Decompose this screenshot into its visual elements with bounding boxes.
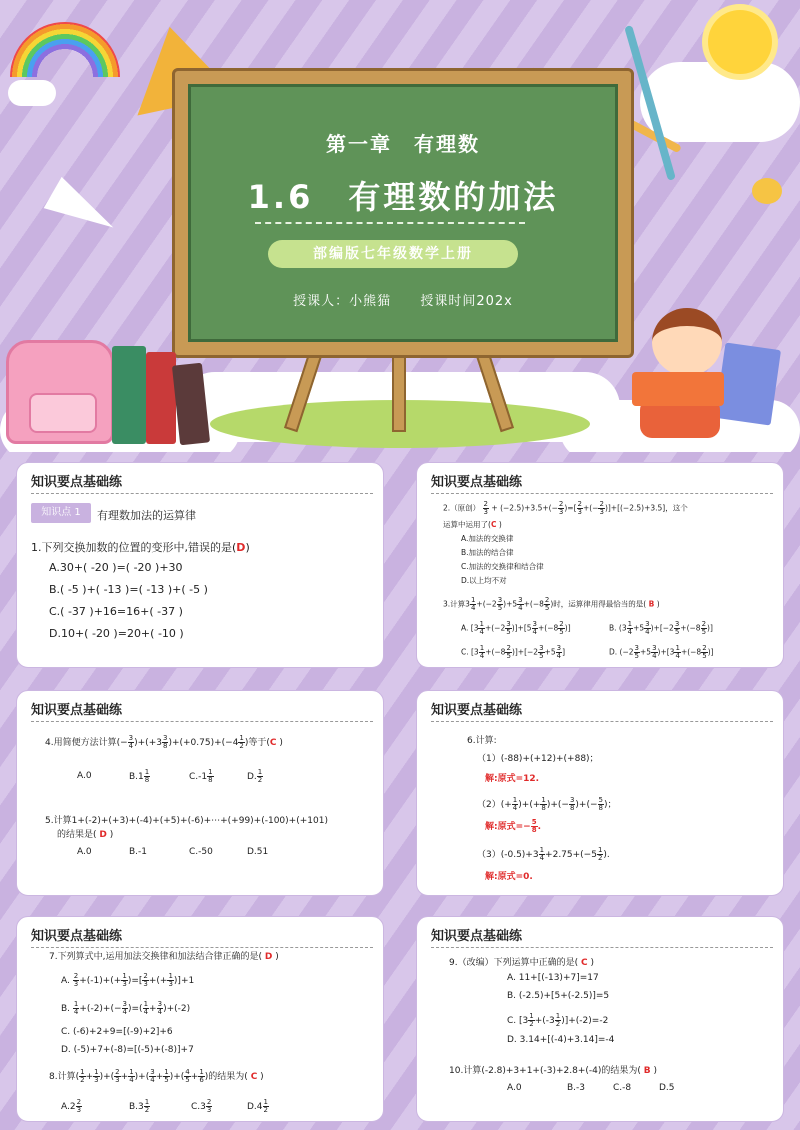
answer-3: 解:原式=0.	[485, 872, 533, 882]
option-label: D.	[609, 647, 618, 657]
knowledge-point-tag: 知识点 1	[31, 503, 91, 523]
option-d: D.4 $\frac{1}{2}$	[247, 1098, 268, 1114]
question-text: 的结果为(	[208, 1072, 248, 1082]
option-c: C.3 $\frac{2}{3}$	[191, 1098, 212, 1114]
option-label: B.1	[129, 772, 144, 782]
teacher-info	[188, 290, 618, 309]
option-d: D.51	[247, 847, 269, 857]
option-label: C.	[461, 647, 469, 657]
exercise-card-3	[16, 690, 384, 896]
part-2: （2）(+ $\frac{1}{4}$ )+(+ $\frac{1}{8}$ )+(− $\frac{3}{8}$ )+(− $\frac{5}{8}$ )；	[477, 796, 617, 812]
option-a: A.0	[77, 847, 92, 857]
divider	[31, 493, 373, 494]
question-text: +[(−2.5)+3.5]，这个	[610, 503, 688, 513]
question-3: 3.计算3 $\frac{1}{4}$ +(−2 $\frac{3}{5}$ )+5 $\frac{3}{4}$ +(−8 $\frac{2}{5}$ )时，运算律用得最恰当的是( B )	[443, 596, 660, 612]
option-label: C. [3	[507, 1016, 529, 1026]
option-a: A.30+( -20 )=( -20 )+30	[49, 561, 183, 574]
option-d: D. (−2 $\frac{3}{5}$ +5 $\frac{3}{4}$ )+[3 $\frac{1}{4}$ +(−8 $\frac{2}{5}$ )]	[609, 644, 714, 660]
answer: C	[490, 520, 497, 529]
paper-plane-icon	[44, 177, 123, 243]
divider	[431, 947, 773, 948]
question-1	[31, 539, 250, 555]
cover-slide	[0, 0, 800, 452]
bracket: )	[590, 958, 594, 968]
question-text: =	[567, 503, 574, 513]
question-text: 9.（改编）下列运算中正确的是(	[449, 958, 579, 968]
fraction: $\frac{3}{8}$	[162, 734, 168, 750]
question-text: 8.计算	[49, 1072, 76, 1082]
option-b: B.-1	[129, 847, 148, 857]
bracket: )	[653, 1066, 658, 1076]
answer-text: 解:原式=−	[485, 822, 531, 832]
section-title: 知识要点基础练	[31, 703, 123, 718]
books-icon	[146, 352, 176, 444]
question-text: + (−2.5)+3.5+	[491, 503, 549, 513]
bag-pocket	[29, 393, 97, 433]
question-2: 2.（原创） $\frac{2}{3}$ + (−2.5)+3.5+(− $\frac{2}{3}$ )=[ $\frac{2}{3}$ +(− $\frac{2}{3}$ )]+[(−2.5)+3.5]，这个	[443, 500, 688, 516]
option-a: A.加法的交换律	[461, 534, 514, 543]
question-text: 2.（原创）	[443, 503, 481, 513]
section-title: 知识要点基础练	[431, 703, 523, 718]
option-d: D.以上均不对	[461, 576, 507, 585]
question-7	[49, 949, 279, 962]
option-label: D.	[247, 772, 257, 782]
exercise-card-5	[16, 916, 384, 1122]
exercise-card-6	[416, 916, 784, 1122]
answer: D	[236, 541, 246, 554]
question-text: 1.下列交换加数的位置的变形中,错误的是(	[31, 541, 237, 554]
books-icon	[112, 346, 146, 444]
bracket: )	[498, 520, 502, 529]
divider	[31, 721, 373, 722]
bird-icon	[752, 178, 782, 204]
answer: C	[580, 958, 588, 968]
fraction: $\frac{1}{2}$	[239, 734, 244, 750]
sun-icon	[708, 10, 772, 74]
option-a: A. 11+[(-13)+7]=17	[507, 973, 599, 983]
option-b: B.加法的结合律	[461, 548, 514, 557]
option-b: B.1 $\frac{1}{8}$	[129, 768, 150, 784]
question-text: 的结果是(	[57, 830, 97, 840]
question-10	[449, 1063, 657, 1076]
option-label: C.3	[191, 1102, 206, 1112]
part-3: （3）(-0.5)+3 $\frac{1}{4}$ +2.75+(−5 $\frac{1}{2}$ ).	[477, 846, 610, 862]
section-title: 知识要点基础练	[31, 929, 123, 944]
answer: D	[99, 830, 107, 840]
divider	[31, 947, 373, 948]
option-label: A.2	[61, 1102, 76, 1112]
fraction: $\frac{2}{5}$	[544, 596, 550, 612]
question-6: 6.计算:	[467, 736, 497, 746]
option-b: B.-3	[567, 1083, 586, 1093]
part-1: （1）(-88)+(+12)+(+88)；	[477, 754, 599, 764]
option-c: C.( -37 )+16=16+( -37 )	[49, 605, 183, 618]
option-c: C.-1 $\frac{1}{8}$	[189, 768, 213, 784]
lesson-time: 授课时间202x	[420, 294, 513, 309]
question-text: 等于(	[248, 738, 270, 748]
bracket: )	[279, 738, 283, 748]
lesson-title: 1.6 有理数的加法	[247, 178, 559, 216]
option-c: C. [3 $\frac{1}{4}$ +(−8 $\frac{2}{5}$ )]+[−2 $\frac{3}{5}$ +5 $\frac{3}{4}$ ]	[461, 644, 565, 660]
divider	[255, 222, 525, 224]
option-d: D. 3.14+[(-4)+3.14]=-4	[507, 1035, 615, 1045]
question-text: 运算中运用了(	[443, 520, 491, 529]
easel-leg	[392, 352, 406, 432]
answer-1: 解:原式=12.	[485, 774, 540, 784]
bracket: )	[109, 830, 114, 840]
cloud-icon	[8, 80, 56, 106]
fraction: $\frac{3}{4}$	[518, 596, 523, 612]
fraction: $\frac{3}{5}$	[497, 596, 503, 612]
answer: D	[264, 952, 273, 962]
option-a: A. $\frac{2}{3}$ +(-1)+(+ $\frac{1}{3}$ )=[ $\frac{2}{3}$ +(+ $\frac{1}{3}$ )]+1	[61, 972, 195, 988]
option-b: B. $\frac{1}{4}$ +(-2)+(− $\frac{3}{4}$ )=( $\frac{1}{4}$ + $\frac{3}{4}$ )+(-2)	[61, 1000, 191, 1016]
bracket: )	[656, 599, 660, 609]
option-b: B. (-2.5)+[5+(-2.5)]=5	[507, 991, 610, 1001]
fraction: $\frac{2}{3}$	[558, 500, 564, 516]
option-b: B.( -5 )+( -13 )=( -13 )+( -5 )	[49, 583, 208, 596]
fraction: $\frac{2}{3}$	[483, 500, 489, 516]
answer: B	[648, 599, 655, 609]
answer-2: 解:原式=− $\frac{5}{8}$ .	[485, 818, 541, 834]
exercise-card-2	[416, 462, 784, 668]
option-label: A.	[61, 976, 70, 986]
option-label: C.-1	[189, 772, 208, 782]
option-label: A.	[461, 623, 469, 633]
schoolbag-icon	[6, 340, 114, 444]
question-text: 4.用简便方法计算	[45, 738, 117, 748]
divider	[431, 493, 773, 494]
answer: C	[250, 1072, 258, 1082]
question-4: 4.用简便方法计算(− $\frac{3}{4}$ )+(+3 $\frac{3}{8}$ )+(+0.75)+(−4 $\frac{1}{2}$ )等于(C )	[45, 734, 283, 750]
option-b: B. (3 $\frac{1}{4}$ +5 $\frac{3}{4}$ )+[−2 $\frac{3}{5}$ +(−8 $\frac{2}{5}$ )]	[609, 620, 713, 636]
section-title: 知识要点基础练	[431, 475, 523, 490]
kid-book	[632, 372, 724, 406]
edition-badge: 部编版七年级数学上册	[268, 240, 518, 268]
option-a: A. [3 $\frac{1}{4}$ +(−2 $\frac{3}{5}$ )]+[5 $\frac{3}{4}$ +(−8 $\frac{2}{5}$ )]	[461, 620, 571, 636]
option-c: C. [3 $\frac{1}{2}$ +(-3 $\frac{1}{2}$ )]+(-2)=-2	[507, 1012, 609, 1028]
knowledge-topic: 有理数加法的运算律	[97, 509, 196, 522]
option-d: D. (-5)+7+(-8)=[(-5)+(-8)]+7	[61, 1045, 194, 1055]
fraction: $\frac{2}{3}$	[599, 500, 604, 516]
option-label: D.4	[247, 1102, 263, 1112]
section-title: 知识要点基础练	[31, 475, 123, 490]
fraction: $\frac{3}{4}$	[128, 734, 134, 750]
option-b: B.3 $\frac{1}{2}$	[129, 1098, 150, 1114]
exercise-card-1	[16, 462, 384, 668]
option-a: A.2 $\frac{2}{3}$	[61, 1098, 82, 1114]
question-text: 3.计算	[443, 599, 466, 609]
question-text: （2）	[477, 800, 501, 810]
bracket: )	[260, 1072, 264, 1082]
option-label: B.3	[129, 1102, 144, 1112]
question-text: （3）(-0.5)+3	[477, 850, 539, 860]
cloud-icon	[640, 62, 800, 142]
rainbow-icon	[10, 22, 120, 132]
option-c: C.-50	[189, 847, 213, 857]
answer: C	[269, 738, 277, 748]
question-9	[449, 955, 594, 968]
question-text: 10.计算(-2.8)+3+1+(-3)+2.8+(-4)的结果为(	[449, 1066, 641, 1076]
answer: B	[643, 1066, 651, 1076]
question-5: 5.计算1+(-2)+(+3)+(-4)+(+5)+(-6)+⋯+(+99)+(-100)+(+101)	[45, 816, 328, 826]
option-label: B.	[609, 623, 617, 633]
option-c: C. (-6)+2+9=[(-9)+2]+6	[61, 1027, 173, 1037]
option-label: B.	[61, 1004, 71, 1014]
option-a: A.0	[507, 1083, 522, 1093]
question-8: 8.计算( $\frac{1}{2}$ + $\frac{1}{3}$ )+( $\frac{2}{3}$ + $\frac{1}{4}$ )+( $\frac{3}{4}$ + $\frac{1}{5}$ )+( $\frac{4}{5}$ + $\frac{1}{6}$ )的结果为( C )	[49, 1068, 264, 1084]
reading-kid-icon	[652, 308, 722, 376]
question-2-line2	[443, 519, 502, 530]
question-5-line2	[57, 827, 113, 840]
section-title: 知识要点基础练	[431, 929, 523, 944]
option-c: C.-8	[613, 1083, 632, 1093]
question-text: +2.75+	[545, 850, 581, 860]
question-text: 时，运算律用得最恰当的是(	[553, 599, 647, 609]
divider	[431, 721, 773, 722]
question-text: +(+0.75)+	[171, 738, 222, 748]
question-text: 7.下列算式中,运用加法交换律和加法结合律正确的是(	[49, 952, 262, 962]
books-icon	[715, 342, 781, 425]
option-d: D. $\frac{1}{2}$	[247, 768, 263, 784]
exercise-card-4	[416, 690, 784, 896]
bracket: )	[275, 952, 279, 962]
option-d: D.10+( -20 )=20+( -10 )	[49, 627, 184, 640]
option-d: D.5	[659, 1083, 675, 1093]
chapter-title: 第一章 有理数	[326, 132, 480, 156]
bracket: )	[245, 541, 250, 554]
option-a: A.0	[77, 771, 92, 781]
teacher-name: 授课人：小熊猫	[293, 294, 392, 309]
fraction: $\frac{2}{3}$	[577, 500, 582, 516]
fraction: $\frac{1}{4}$	[470, 596, 476, 612]
option-c: C.加法的交换律和结合律	[461, 562, 544, 571]
